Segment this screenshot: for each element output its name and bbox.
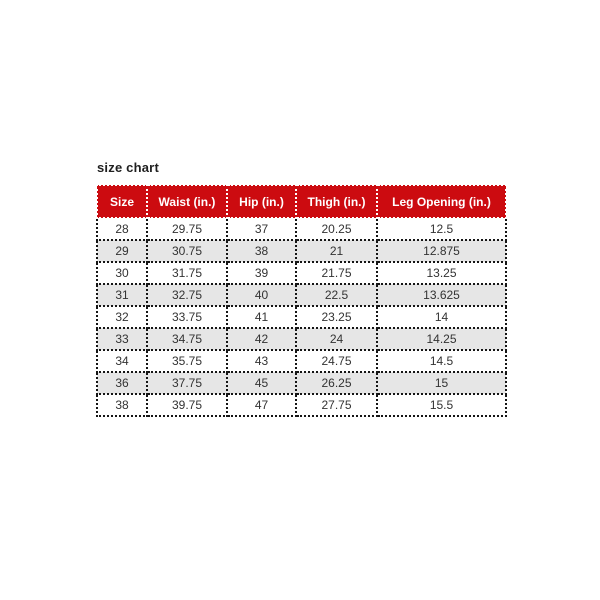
table-cell: 13.625: [377, 284, 506, 306]
table-cell: 45: [227, 372, 296, 394]
table-cell: 15: [377, 372, 506, 394]
table-cell: 30.75: [147, 240, 227, 262]
table-cell: 33.75: [147, 306, 227, 328]
table-cell: 38: [97, 394, 147, 416]
table-cell: 35.75: [147, 350, 227, 372]
table-cell: 38: [227, 240, 296, 262]
table-cell: 14.25: [377, 328, 506, 350]
table-row: [97, 328, 506, 350]
page-title: size chart: [97, 160, 159, 175]
table-cell: 24.75: [296, 350, 377, 372]
table-cell: 34.75: [147, 328, 227, 350]
table-cell: 14.5: [377, 350, 506, 372]
table-cell: 32.75: [147, 284, 227, 306]
size-chart-table: [96, 184, 507, 417]
table-row: [97, 284, 506, 306]
table-cell: 30: [97, 262, 147, 284]
table-row: [97, 218, 506, 240]
table-cell: 39.75: [147, 394, 227, 416]
header-row: [97, 185, 506, 218]
table-row: [97, 394, 506, 416]
table-cell: 23.25: [296, 306, 377, 328]
table-cell: 26.25: [296, 372, 377, 394]
table-cell: 37: [227, 218, 296, 240]
table-cell: 47: [227, 394, 296, 416]
table-cell: 34: [97, 350, 147, 372]
column-header-4: Leg Opening (in.): [377, 185, 506, 218]
column-header-3: Thigh (in.): [296, 185, 377, 218]
table-cell: 41: [227, 306, 296, 328]
column-header-2: Hip (in.): [227, 185, 296, 218]
table-cell: 29.75: [147, 218, 227, 240]
table-cell: 37.75: [147, 372, 227, 394]
table-body: [97, 218, 506, 416]
table-cell: 42: [227, 328, 296, 350]
table-cell: 20.25: [296, 218, 377, 240]
table-row: [97, 350, 506, 372]
table-cell: 24: [296, 328, 377, 350]
table-cell: 43: [227, 350, 296, 372]
table-cell: 31.75: [147, 262, 227, 284]
table-row: [97, 372, 506, 394]
table-cell: 13.25: [377, 262, 506, 284]
table-row: [97, 240, 506, 262]
table-cell: 15.5: [377, 394, 506, 416]
table-cell: 32: [97, 306, 147, 328]
table-cell: 12.5: [377, 218, 506, 240]
table-cell: 28: [97, 218, 147, 240]
table-cell: 40: [227, 284, 296, 306]
column-header-0: Size: [97, 185, 147, 218]
table-cell: 21: [296, 240, 377, 262]
table-row: [97, 306, 506, 328]
table-cell: 22.5: [296, 284, 377, 306]
table-cell: 14: [377, 306, 506, 328]
table-cell: 12.875: [377, 240, 506, 262]
table-cell: 27.75: [296, 394, 377, 416]
table-cell: 29: [97, 240, 147, 262]
table-cell: 31: [97, 284, 147, 306]
table-cell: 39: [227, 262, 296, 284]
column-header-1: Waist (in.): [147, 185, 227, 218]
table-cell: 21.75: [296, 262, 377, 284]
table-cell: 33: [97, 328, 147, 350]
table-row: [97, 262, 506, 284]
table-cell: 36: [97, 372, 147, 394]
